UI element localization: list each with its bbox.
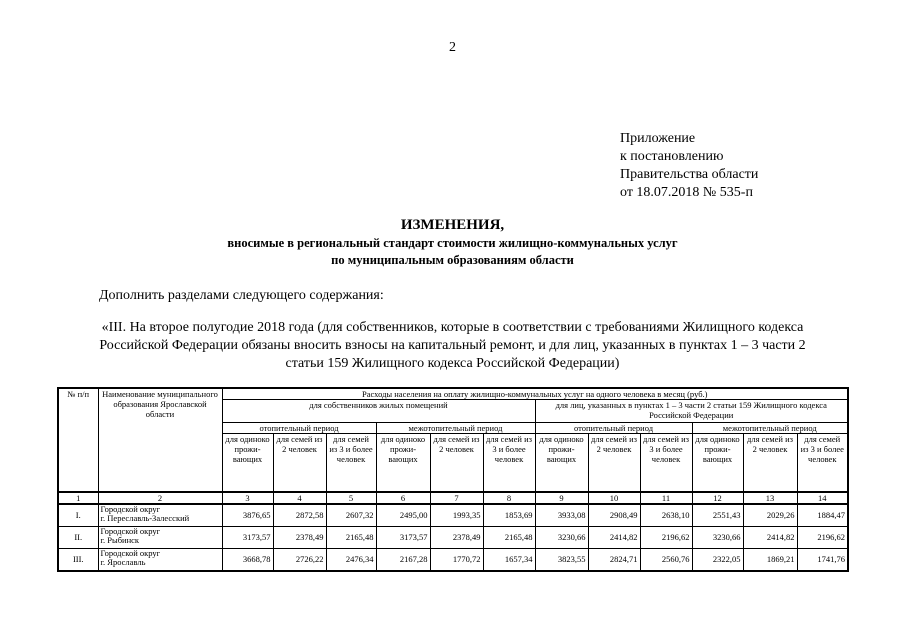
value-cell: 2378,49 <box>430 526 483 548</box>
value-cell: 2607,32 <box>326 504 376 527</box>
value-cell: 1770,72 <box>430 548 483 571</box>
value-cell: 3230,66 <box>535 526 588 548</box>
value-cell: 2476,34 <box>326 548 376 571</box>
appendix-line: Приложение <box>620 131 696 146</box>
header-two: для семей из 2 человек <box>430 434 483 492</box>
value-cell: 1993,35 <box>430 504 483 527</box>
column-number: 1 <box>58 492 98 504</box>
section-title <box>60 319 845 373</box>
value-cell: 2638,10 <box>640 504 692 527</box>
header-municipality: Наименование муниципального образования Ярославской области <box>98 388 222 492</box>
header-number: № п/п <box>58 388 98 492</box>
section-title-line: «III. На второе полугодие 2018 года (для собственников, которые в соответствии с требованиями Жилищного кодекса <box>101 320 804 335</box>
value-cell: 3823,55 <box>535 548 588 571</box>
value-cell: 3230,66 <box>692 526 743 548</box>
header-single: для одиноко прожи-вающих <box>376 434 430 492</box>
header-single: для одиноко прожи-вающих <box>222 434 273 492</box>
value-cell: 1741,76 <box>797 548 848 571</box>
municipality-name: г. Переславль-Залесский <box>100 513 190 523</box>
row-municipality <box>98 504 222 527</box>
row-index: II. <box>58 526 98 548</box>
column-number: 11 <box>640 492 692 504</box>
cost-table <box>57 387 849 572</box>
page-number: 2 <box>449 40 456 55</box>
header-nonheating: межотопительный период <box>376 423 535 434</box>
column-number: 12 <box>692 492 743 504</box>
header-three: для семей из 3 и более человек <box>640 434 692 492</box>
municipality-name: г. Ярославль <box>100 557 146 567</box>
value-cell: 2196,62 <box>640 526 692 548</box>
value-cell: 2726,22 <box>273 548 326 571</box>
value-cell: 2414,82 <box>743 526 797 548</box>
value-cell: 2196,62 <box>797 526 848 548</box>
value-cell: 2495,00 <box>376 504 430 527</box>
value-cell: 2551,43 <box>692 504 743 527</box>
header-three: для семей из 3 и более человек <box>483 434 535 492</box>
value-cell: 3173,57 <box>376 526 430 548</box>
value-cell: 2165,48 <box>326 526 376 548</box>
value-cell: 2167,28 <box>376 548 430 571</box>
row-municipality <box>98 548 222 571</box>
value-cell: 2322,05 <box>692 548 743 571</box>
column-number: 6 <box>376 492 430 504</box>
value-cell: 2029,26 <box>743 504 797 527</box>
header-two: для семей из 2 человек <box>273 434 326 492</box>
column-number: 10 <box>588 492 640 504</box>
value-cell: 2165,48 <box>483 526 535 548</box>
heading-title: ИЗМЕНЕНИЯ, <box>400 217 505 233</box>
column-number: 4 <box>273 492 326 504</box>
header-two: для семей из 2 человек <box>743 434 797 492</box>
header-three: для семей из 3 и более человек <box>797 434 848 492</box>
column-number: 5 <box>326 492 376 504</box>
column-number: 2 <box>98 492 222 504</box>
heading-line: вносимые в региональный стандарт стоимости жилищно-коммунальных услуг <box>227 236 678 250</box>
value-cell: 1853,69 <box>483 504 535 527</box>
row-index: III. <box>58 548 98 571</box>
value-cell: 2378,49 <box>273 526 326 548</box>
value-cell: 3668,78 <box>222 548 273 571</box>
municipality-type: Городской округ <box>100 548 161 558</box>
appendix-line: к постановлению <box>620 149 724 164</box>
value-cell: 3173,57 <box>222 526 273 548</box>
header-persons: для лиц, указанных в пунктах 1 – 3 части 2 статьи 159 Жилищного кодекса Российской Федерации <box>535 400 848 423</box>
value-cell: 3876,65 <box>222 504 273 527</box>
table-row <box>58 504 848 527</box>
header-nonheating: межотопительный период <box>692 423 848 434</box>
value-cell: 2414,82 <box>588 526 640 548</box>
value-cell: 1657,34 <box>483 548 535 571</box>
column-number: 8 <box>483 492 535 504</box>
header-owners: для собственников жилых помещений <box>222 400 535 423</box>
municipality-type: Городской округ <box>100 526 161 536</box>
appendix-line: от 18.07.2018 № 535-п <box>620 185 753 200</box>
appendix-line: Правительства области <box>620 167 759 182</box>
header-expenses: Расходы населения на оплату жилищно-коммунальных услуг на одного человека в месяц (руб.) <box>222 388 848 400</box>
header-single: для одиноко прожи-вающих <box>535 434 588 492</box>
municipality-type: Городской округ <box>100 503 161 514</box>
value-cell: 2872,58 <box>273 504 326 527</box>
value-cell: 1869,21 <box>743 548 797 571</box>
table-row <box>58 526 848 548</box>
heading-line: по муниципальным образованиям области <box>331 253 574 267</box>
header-heating: отопительный период <box>535 423 692 434</box>
table-row <box>58 548 848 571</box>
column-number: 13 <box>743 492 797 504</box>
header-single: для одиноко прожи-вающих <box>692 434 743 492</box>
municipality-name: г. Рыбинск <box>100 535 140 545</box>
intro-paragraph: Дополнить разделами следующего содержания: <box>99 288 384 303</box>
value-cell: 2560,76 <box>640 548 692 571</box>
column-number: 7 <box>430 492 483 504</box>
header-three: для семей из 3 и более человек <box>326 434 376 492</box>
row-index: I. <box>58 504 98 527</box>
column-number: 14 <box>797 492 848 504</box>
document-heading <box>0 216 905 269</box>
value-cell: 1884,47 <box>797 504 848 527</box>
row-municipality <box>98 526 222 548</box>
value-cell: 3933,08 <box>535 504 588 527</box>
value-cell: 2824,71 <box>588 548 640 571</box>
value-cell: 2908,49 <box>588 504 640 527</box>
appendix-block <box>620 130 758 202</box>
header-heating: отопительный период <box>222 423 376 434</box>
header-two: для семей из 2 человек <box>588 434 640 492</box>
column-number: 3 <box>222 492 273 504</box>
section-title-line: статьи 159 Жилищного кодекса Российской Федерации) <box>285 356 620 371</box>
section-title-line: Российской Федерации обязаны вносить взносы на капитальный ремонт, и для лиц, указанных в пунктах 1 – 3 части 2 <box>99 338 806 353</box>
column-number: 9 <box>535 492 588 504</box>
